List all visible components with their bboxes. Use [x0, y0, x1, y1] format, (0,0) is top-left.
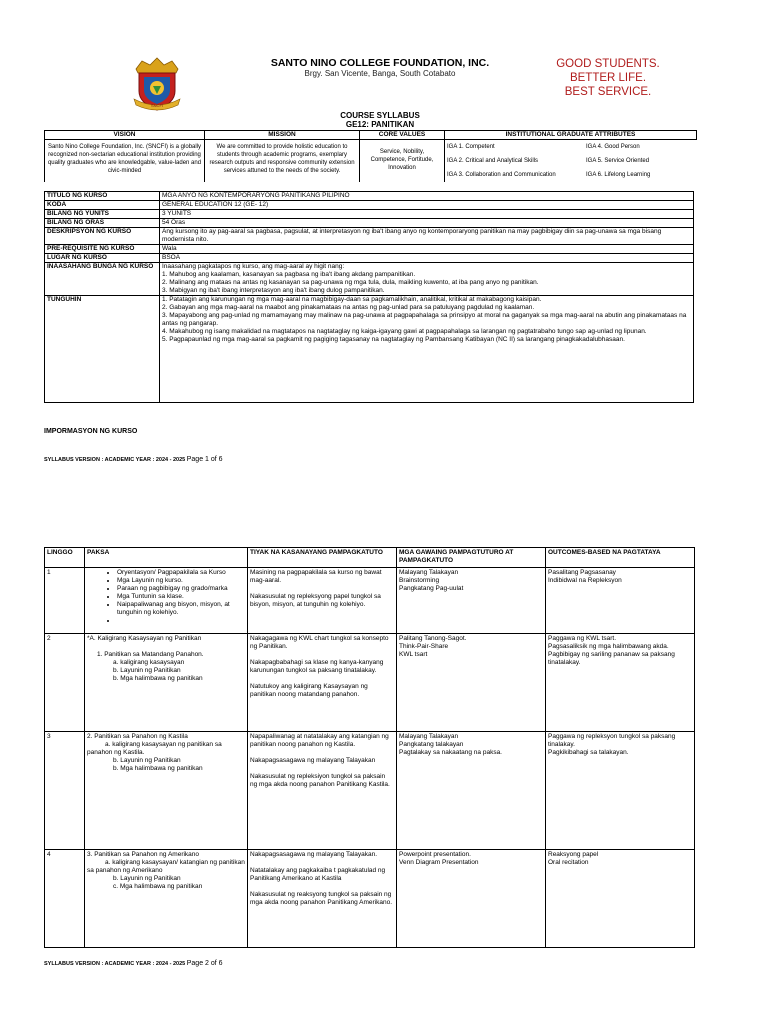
- assessment-line: Pagkikibahagi sa talakayan.: [548, 749, 629, 756]
- table-row: [45, 850, 695, 948]
- assessment-line: Indibidwal na Repleksyon: [548, 577, 622, 584]
- activity-line: Venn Diagram Presentation: [399, 859, 479, 866]
- topic-line: 3. Panitikan sa Panahon ng Amerikano: [87, 851, 200, 858]
- activities-cell: [397, 850, 546, 948]
- activities-cell: [397, 634, 546, 732]
- topic-line: *A. Kaligirang Kasaysayan ng Panitikan: [87, 635, 202, 642]
- assessment-line: Pagsasaliksik ng mga halimbawang akda.: [548, 643, 669, 650]
- info-label: INAASAHANG BUNGA NG KURSO: [45, 263, 160, 296]
- topic-line: b. Mga halimbawa ng panitikan: [113, 675, 203, 682]
- skill-line: Nakapagsasagawa ng malayang Talayakan.: [250, 851, 378, 858]
- assessment-line: Pasalitang Pagsasanay: [548, 569, 616, 576]
- activity-line: KWL tsart: [399, 651, 428, 658]
- iga-col-2: [584, 140, 697, 183]
- activity-line: Palitang Tanong-Sagot.: [399, 635, 467, 642]
- assessment-line: Pagbibigay ng sariling pananaw sa paksang tinatalakay.: [548, 651, 675, 666]
- college-name: SANTO NINO COLLEGE FOUNDATION, INC.: [270, 57, 490, 69]
- topic-line: c. Mga halimbawa ng panitikan: [113, 883, 203, 890]
- topic-cell: [85, 634, 248, 732]
- skill-line: Masining na pagpapakilala sa kurso ng bawat mag-aaral.: [250, 569, 382, 584]
- info-value: BSOA: [160, 254, 694, 263]
- skills-cell: [248, 850, 397, 948]
- activity-line: Think-Pair-Share: [399, 643, 449, 650]
- college-address: Brgy. San Vicente, Banga, South Cotabato: [304, 69, 456, 78]
- topic-line: a. kaligirang kasaysayan ng panitikan sa panahon ng Kastila.: [87, 741, 222, 756]
- assessment-line: Paggawa ng repleksyon tungkol sa paksang tinalakay.: [548, 733, 676, 748]
- info-label: LUGAR NG KURSO: [45, 254, 160, 263]
- info-row: [45, 219, 694, 228]
- college-logo: [132, 55, 182, 113]
- document-title: COURSE SYLLABUS: [340, 111, 420, 120]
- assessment-cell: [546, 568, 695, 634]
- core-values-header: CORE VALUES: [360, 131, 445, 140]
- topic-bullet: [117, 617, 245, 625]
- outcome-line: Inaasahang pagkatapos ng kurso, ang mag-aaral ay higit nang:: [162, 263, 345, 270]
- topic-line: b. Mga halimbawa ng panitikan: [113, 765, 203, 772]
- info-label: TUNGUHIN: [45, 296, 160, 403]
- topic-cell: [85, 732, 248, 850]
- assessment-line: Paggawa ng KWL tsart.: [548, 635, 617, 642]
- activity-line: Pagtalakay sa nakaatang na paksa.: [399, 749, 502, 756]
- mission-header: MISSION: [205, 131, 360, 140]
- section-title: IMPORMASYON NG KURSO: [44, 428, 138, 435]
- activity-line: Powerpoint presentation.: [399, 851, 471, 858]
- skill-line: Napapaliwanag at natatalakay ang katangian ng panitikan noong panahon ng Kastila.: [250, 733, 389, 748]
- topic-line: a. kaligirang kasaysayan: [113, 659, 185, 666]
- col-header-topic: PAKSA: [85, 548, 248, 568]
- col-header-assessment: OUTCOMES-BASED NA PAGTATAYA: [546, 548, 695, 568]
- col-header-week: LINGGO: [45, 548, 85, 568]
- motto-line: BETTER LIFE.: [569, 72, 647, 84]
- page-footer-1: [44, 456, 223, 463]
- page-footer-2: [44, 960, 223, 967]
- info-value: Ang kursong ito ay pag-aaral sa pagbasa, pagsulat, at interpretasyon ng iba't ibang anyo ng kontemporaryong panitikan na may pagbibigay diin sa pag-unawa sa mga bisang modernista nito.: [160, 228, 694, 245]
- topic-line: 1. Panitikan sa Matandang Panahon.: [97, 651, 204, 658]
- week-number: 3: [45, 732, 85, 850]
- topic-bullet: • Oryentasyon/ Pagpapakilala sa Kurso: [117, 569, 245, 577]
- info-label: BILANG NG YUNITS: [45, 210, 160, 219]
- table-row: [45, 732, 695, 850]
- info-row: [45, 263, 694, 296]
- topic-cell: [85, 850, 248, 948]
- assessment-cell: [546, 850, 695, 948]
- topic-line: b. Layunin ng Panitikan: [113, 875, 181, 882]
- outcome-line: 1. Mahubog ang kaalaman, kasanayan sa pagbasa ng iba't ibang akdang pampanitikan.: [162, 271, 416, 278]
- activity-line: Brainstorming: [399, 577, 440, 584]
- vision-text: Santo Nino College Foundation, Inc. (SNCFI) is a globally recognized non-sectarian educational institution providing quality graduates who are knowledgable, value-laden and civic-minded: [45, 140, 205, 183]
- iga-item: IGA 2. Critical and Analytical Skills: [447, 158, 539, 164]
- motto-line: BEST SERVICE.: [564, 86, 652, 98]
- info-label: BILANG NG ORAS: [45, 219, 160, 228]
- table-row: [45, 634, 695, 732]
- motto-line: GOOD STUDENTS.: [556, 58, 660, 70]
- col-header-activities: MGA GAWAING PAMPAGTUTURO AT PAMPAGKATUTO: [397, 548, 546, 568]
- syllabus-version: SYLLABUS VERSION : ACADEMIC YEAR : 2024 - 2025: [44, 457, 186, 463]
- assessment-line: Reaksyong papel: [548, 851, 599, 858]
- info-value: MGA ANYO NG KONTEMPORARYONG PANITIKANG PILIPINO: [160, 192, 694, 201]
- topic-cell: [85, 568, 248, 634]
- page-number: Page 1 of 6: [186, 456, 223, 463]
- iga-header: INSTITUTIONAL GRADUATE ATTRIBUTES: [445, 131, 697, 140]
- info-row: [45, 228, 694, 245]
- topic-line: b. Layunin ng Panitikan: [113, 757, 181, 764]
- iga-item: IGA 3. Collaboration and Communication: [447, 172, 556, 178]
- assessment-cell: [546, 732, 695, 850]
- iga-col-1: [445, 140, 585, 183]
- course-title: GE12: PANITIKAN: [345, 120, 415, 129]
- topic-line: 2. Panitikan sa Panahon ng Kastila: [87, 733, 188, 740]
- topic-line: a. kaligirang kasaysayan/ katangian ng panitikan sa panahon ng Amerikano: [87, 859, 245, 874]
- skill-line: Nakapagsasagawa ng malayang Talayakan: [250, 757, 376, 764]
- skill-line: Natutukoy ang kaligirang Kasaysayan ng panitikan noong matandang panahon.: [250, 683, 368, 698]
- info-label: DESKRIPSYON NG KURSO: [45, 228, 160, 245]
- iga-item: IGA 1. Competent: [447, 144, 495, 150]
- info-value: Wala: [160, 245, 694, 254]
- activity-line: Malayang Talakayan: [399, 733, 459, 740]
- skill-line: Nakasusulat ng repleksiyon tungkol sa paksain ng mga akda noong panahon Panitikang Kastila.: [250, 773, 390, 788]
- info-value: 54 Oras: [160, 219, 694, 228]
- goal-line: 2. Gabayan ang mga mag-aaral na maabot ang pinakamataas na antas ng pag-unlad para sa patuluyang pagdulad ng kaalaman.: [162, 304, 535, 311]
- vmcg-table: [44, 130, 697, 182]
- logo-text: SNCFI: [151, 103, 163, 108]
- skill-line: Natatalakay ang pagkakaiba t pagkakatulad ng Panitikang Amerikano at Kastila: [250, 867, 386, 882]
- skills-cell: [248, 568, 397, 634]
- info-row: [45, 254, 694, 263]
- info-label: PRE-REQUISITE NG KURSO: [45, 245, 160, 254]
- week-number: 1: [45, 568, 85, 634]
- college-motto: [538, 57, 678, 99]
- goal-line: 1. Patatagin ang karunungan ng mga mag-aaral na magbibigay-daan sa pagkamalikhain, analitikal, kritikal at makabagong kaisipan.: [162, 296, 542, 303]
- info-label: TITULO NG KURSO: [45, 192, 160, 201]
- activities-cell: [397, 568, 546, 634]
- course-goals: [160, 296, 694, 403]
- col-header-skills: TIYAK NA KASANAYANG PAMPAGKATUTO: [248, 548, 397, 568]
- skill-line: Nakasusulat ng repleksyong papel tungkol sa bisyon, misyon, at tunguhin ng kolehiyo.: [250, 593, 381, 608]
- syllabus-version: SYLLABUS VERSION : ACADEMIC YEAR : 2024 - 2025: [44, 961, 186, 967]
- info-row: [45, 192, 694, 201]
- goal-line: 3. Mapayabong ang pag-unlad ng mamamayang may malinaw na pag-unawa at pagpapahalaga sa prinsipyo at moral na gaganyak sa mga mag-aaral na abutin ang pinakamataas na antas ng pangarap.: [162, 312, 687, 327]
- assessment-cell: [546, 634, 695, 732]
- goal-line: 4. Makahubog ng isang makalidad na magtatapos na nagtataglay ng kaiga-igayang gawi at pagpapahalaga sa larangan ng pagtatrabaho tungo sap ag-unlad ng lipunan.: [162, 328, 647, 335]
- iga-item: IGA 4. Good Person: [586, 144, 640, 150]
- activities-cell: [397, 732, 546, 850]
- outcome-line: 3. Mabigyan ng iba't ibang interpretasyon ang iba't ibang dulog pampanitikan.: [162, 287, 385, 294]
- course-info-table: [44, 191, 694, 403]
- core-values-text: Service, Nobility, Competence, Fortitude, Innovation: [360, 140, 445, 183]
- skill-line: Nakagagawa ng KWL chart tungkol sa konsepto ng Panitikan.: [250, 635, 389, 650]
- info-row: [45, 245, 694, 254]
- vision-header: VISION: [45, 131, 205, 140]
- info-row: [45, 210, 694, 219]
- activity-line: Malayang Talakayan: [399, 569, 459, 576]
- activity-line: Pangkatang talakayan: [399, 741, 464, 748]
- topic-bullet: • Mga Tuntunin sa klase.: [117, 593, 245, 601]
- skills-cell: [248, 732, 397, 850]
- week-number: 4: [45, 850, 85, 948]
- info-row: [45, 201, 694, 210]
- topic-bullet: • Mga Layunin ng kurso.: [117, 577, 245, 585]
- weekly-plan-table: [44, 547, 695, 948]
- week-number: 2: [45, 634, 85, 732]
- skill-line: Nakasusulat ng reaksyong tungkol sa paksain ng mga akda noong panahon Panitikang Amerikano.: [250, 891, 393, 906]
- course-outcomes: [160, 263, 694, 296]
- table-row: [45, 568, 695, 634]
- iga-item: IGA 6. Lifelong Learning: [586, 172, 651, 178]
- info-row: [45, 296, 694, 403]
- assessment-line: Oral recitation: [548, 859, 589, 866]
- skills-cell: [248, 634, 397, 732]
- info-label: KODA: [45, 201, 160, 210]
- page-number: Page 2 of 6: [186, 960, 223, 967]
- topic-bullet: • Naipapaliwanag ang bisyon, misyon, at tunguhin ng kolehiyo.: [117, 601, 245, 617]
- goal-line: 5. Pagpapaunlad ng mga mag-aaral sa pagkamit ng pagiging tagasanay na nagtataglay ng Pambansang Katibayan (NC II) sa larangang pinagkakadalubhasaan.: [162, 336, 625, 343]
- mission-text: We are committed to provide holistic education to students through academic programs, exemplary research outputs and responsive community extension services attuned to the needs of the society.: [205, 140, 360, 183]
- skill-line: Nakapagbabahagi sa klase ng kanya-kanyang karunungan tungkol sa paksang tinatalakay.: [250, 659, 384, 674]
- info-value: 3 YUNITS: [160, 210, 694, 219]
- activity-line: Pangkatang Pag-uulat: [399, 585, 464, 592]
- iga-item: IGA 5. Service Oriented: [586, 158, 650, 164]
- outcome-line: 2. Malinang ang mataas na antas ng kasanayan sa pag-unawa ng mga tula, dula, maikling kuwento, at iba pang anyo ng panitikan.: [162, 279, 539, 286]
- topic-bullet: • Paraan ng pagbibigay ng grado/marka: [117, 585, 245, 593]
- info-value: GENERAL EDUCATION 12 (GE- 12): [160, 201, 694, 210]
- topic-line: b. Layunin ng Panitikan: [113, 667, 181, 674]
